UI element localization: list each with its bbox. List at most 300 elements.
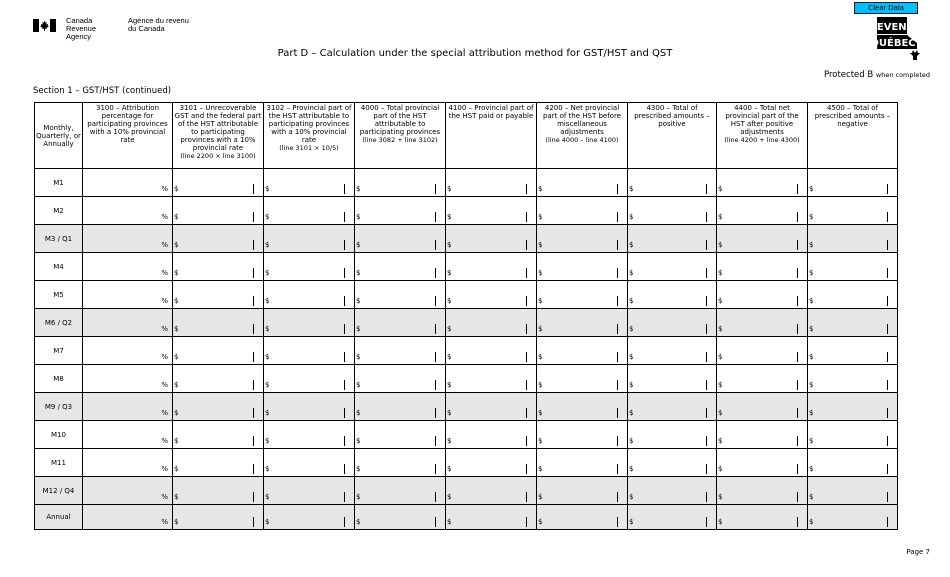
amount-input[interactable]: [636, 171, 705, 194]
period-label: M10: [35, 421, 83, 449]
cents-divider: [706, 352, 707, 362]
dollar-symbol: $: [718, 409, 723, 417]
dollar-symbol: $: [265, 353, 270, 361]
dollar-symbol: $: [629, 465, 634, 473]
cents-divider: [253, 352, 254, 362]
period-label: Annual: [35, 505, 83, 530]
dollar-symbol: $: [809, 185, 814, 193]
attribution-percentage-cell: [83, 253, 173, 281]
amount-input[interactable]: [181, 227, 252, 250]
amount-cell: [537, 337, 628, 365]
amount-input[interactable]: [816, 311, 886, 334]
amount-cell: [446, 365, 537, 393]
amount-input[interactable]: [363, 423, 434, 446]
period-label: M8: [35, 365, 83, 393]
dollar-symbol: $: [174, 437, 179, 445]
cents-divider: [887, 408, 888, 418]
percentage-input[interactable]: [85, 507, 160, 527]
cents-divider: [887, 352, 888, 362]
cents-divider: [435, 517, 436, 527]
amount-input[interactable]: [545, 283, 616, 306]
amount-input[interactable]: [363, 339, 434, 362]
dollar-symbol: $: [809, 465, 814, 473]
amount-input[interactable]: [725, 199, 796, 222]
column-header-label: 4400 – Total net provincial part of the HST after positive adjustments: [725, 104, 799, 136]
amount-input[interactable]: [725, 367, 796, 390]
percentage-input[interactable]: [85, 339, 160, 362]
amount-input[interactable]: [272, 423, 343, 446]
dollar-symbol: $: [629, 325, 634, 333]
amount-cell: [355, 225, 446, 253]
dollar-symbol: $: [174, 241, 179, 249]
agency-name-french: Agence du revenu du Canada: [128, 16, 189, 33]
amount-input[interactable]: [816, 227, 886, 250]
attribution-percentage-cell: [83, 477, 173, 505]
amount-cell: [446, 505, 537, 530]
amount-input[interactable]: [363, 395, 434, 418]
cents-divider: [706, 380, 707, 390]
cents-divider: [435, 240, 436, 250]
amount-input[interactable]: [272, 255, 343, 278]
amount-input[interactable]: [454, 395, 525, 418]
column-header: [173, 103, 264, 169]
percent-symbol: %: [161, 353, 168, 361]
percent-symbol: %: [161, 518, 168, 526]
cents-divider: [797, 324, 798, 334]
amount-cell: [628, 505, 717, 530]
cents-divider: [253, 492, 254, 502]
amount-input[interactable]: [545, 255, 616, 278]
amount-input[interactable]: [454, 367, 525, 390]
amount-cell: [446, 281, 537, 309]
amount-input[interactable]: [454, 423, 525, 446]
cra-logo: [33, 17, 198, 41]
percentage-input[interactable]: [85, 283, 160, 306]
amount-input[interactable]: [181, 367, 252, 390]
dollar-symbol: $: [809, 409, 814, 417]
cents-divider: [706, 436, 707, 446]
dollar-symbol: $: [356, 493, 361, 501]
amount-input[interactable]: [181, 255, 252, 278]
column-header-label: Monthly, Quarterly, or Annually: [36, 123, 81, 148]
column-header-label: 4500 – Total of prescribed amounts – negative: [814, 104, 891, 128]
cents-divider: [706, 517, 707, 527]
cents-divider: [253, 464, 254, 474]
cents-divider: [344, 212, 345, 222]
amount-cell: [717, 421, 808, 449]
amount-input[interactable]: [725, 479, 796, 502]
amount-input[interactable]: [454, 479, 525, 502]
table-row: [35, 225, 898, 253]
dollar-symbol: $: [447, 269, 452, 277]
amount-input[interactable]: [272, 227, 343, 250]
cents-divider: [617, 408, 618, 418]
amount-cell: [446, 253, 537, 281]
period-label: M1: [35, 169, 83, 197]
amount-cell: [264, 169, 355, 197]
amount-cell: [537, 393, 628, 421]
amount-input[interactable]: [816, 283, 886, 306]
amount-input[interactable]: [636, 199, 705, 222]
amount-input[interactable]: [363, 283, 434, 306]
amount-input[interactable]: [363, 171, 434, 194]
cents-divider: [887, 268, 888, 278]
amount-input[interactable]: [363, 507, 434, 527]
amount-cell: [628, 393, 717, 421]
period-label: M7: [35, 337, 83, 365]
amount-input[interactable]: [454, 339, 525, 362]
cents-divider: [617, 380, 618, 390]
amount-input[interactable]: [816, 507, 886, 527]
cents-divider: [435, 184, 436, 194]
column-header: [446, 103, 537, 169]
percent-symbol: %: [161, 241, 168, 249]
amount-input[interactable]: [272, 395, 343, 418]
attribution-percentage-cell: [83, 505, 173, 530]
cents-divider: [253, 436, 254, 446]
amount-input[interactable]: [363, 311, 434, 334]
cents-divider: [887, 436, 888, 446]
amount-input[interactable]: [181, 311, 252, 334]
amount-input[interactable]: [725, 171, 796, 194]
amount-input[interactable]: [725, 423, 796, 446]
amount-input[interactable]: [272, 171, 343, 194]
amount-input[interactable]: [816, 199, 886, 222]
cents-divider: [253, 212, 254, 222]
amount-cell: [808, 225, 898, 253]
dollar-symbol: $: [538, 493, 543, 501]
dollar-symbol: $: [718, 493, 723, 501]
amount-input[interactable]: [636, 451, 705, 474]
amount-input[interactable]: [181, 171, 252, 194]
amount-input[interactable]: [545, 311, 616, 334]
amount-input[interactable]: [181, 423, 252, 446]
percent-symbol: %: [161, 297, 168, 305]
cents-divider: [797, 380, 798, 390]
cents-divider: [887, 492, 888, 502]
amount-input[interactable]: [545, 479, 616, 502]
amount-cell: [264, 309, 355, 337]
percentage-input[interactable]: [85, 227, 160, 250]
amount-cell: [537, 169, 628, 197]
amount-input[interactable]: [272, 367, 343, 390]
percentage-input[interactable]: [85, 479, 160, 502]
dollar-symbol: $: [447, 465, 452, 473]
amount-input[interactable]: [636, 283, 705, 306]
amount-cell: [717, 197, 808, 225]
amount-input[interactable]: [725, 311, 796, 334]
amount-input[interactable]: [636, 479, 705, 502]
amount-input[interactable]: [272, 311, 343, 334]
amount-input[interactable]: [454, 311, 525, 334]
amount-cell: [446, 225, 537, 253]
period-label: M11: [35, 449, 83, 477]
dollar-symbol: $: [538, 297, 543, 305]
amount-input[interactable]: [725, 339, 796, 362]
amount-cell: [173, 449, 264, 477]
amount-input[interactable]: [816, 451, 886, 474]
amount-input[interactable]: [545, 395, 616, 418]
cents-divider: [344, 380, 345, 390]
amount-input[interactable]: [454, 283, 525, 306]
amount-input[interactable]: [363, 367, 434, 390]
amount-cell: [628, 421, 717, 449]
percent-symbol: %: [161, 381, 168, 389]
amount-input[interactable]: [181, 199, 252, 222]
dollar-symbol: $: [809, 381, 814, 389]
amount-cell: [264, 421, 355, 449]
amount-input[interactable]: [272, 339, 343, 362]
protected-b: Protected B: [823, 70, 874, 80]
amount-cell: [173, 253, 264, 281]
percentage-input[interactable]: [85, 311, 160, 334]
dollar-symbol: $: [718, 325, 723, 333]
attribution-percentage-cell: [83, 309, 173, 337]
amount-cell: [537, 365, 628, 393]
table-row: [35, 169, 898, 197]
cents-divider: [797, 464, 798, 474]
amount-input[interactable]: [636, 367, 705, 390]
dollar-symbol: $: [356, 381, 361, 389]
canada-flag-icon: [33, 19, 56, 32]
amount-input[interactable]: [363, 227, 434, 250]
cents-divider: [435, 408, 436, 418]
amount-input[interactable]: [363, 255, 434, 278]
attribution-percentage-cell: [83, 393, 173, 421]
amount-input[interactable]: [181, 507, 252, 527]
dollar-symbol: $: [629, 409, 634, 417]
cents-divider: [344, 464, 345, 474]
percentage-input[interactable]: [85, 199, 160, 222]
amount-input[interactable]: [545, 339, 616, 362]
amount-input[interactable]: [272, 451, 343, 474]
amount-input[interactable]: [545, 227, 616, 250]
amount-input[interactable]: [545, 507, 616, 527]
amount-input[interactable]: [816, 367, 886, 390]
amount-cell: [808, 337, 898, 365]
dollar-symbol: $: [447, 409, 452, 417]
amount-input[interactable]: [636, 507, 705, 527]
amount-input[interactable]: [816, 395, 886, 418]
amount-input[interactable]: [636, 423, 705, 446]
amount-input[interactable]: [454, 255, 525, 278]
column-header-label: 4300 – Total of prescribed amounts – positive: [634, 104, 710, 128]
dollar-symbol: $: [356, 269, 361, 277]
cents-divider: [797, 352, 798, 362]
cents-divider: [887, 380, 888, 390]
amount-cell: [355, 169, 446, 197]
percentage-input[interactable]: [85, 423, 160, 446]
amount-input[interactable]: [636, 339, 705, 362]
amount-cell: [537, 449, 628, 477]
amount-input[interactable]: [181, 479, 252, 502]
dollar-symbol: $: [809, 325, 814, 333]
amount-cell: [717, 281, 808, 309]
amount-input[interactable]: [636, 311, 705, 334]
amount-input[interactable]: [636, 255, 705, 278]
amount-cell: [355, 365, 446, 393]
cents-divider: [617, 517, 618, 527]
amount-cell: [808, 365, 898, 393]
amount-input[interactable]: [272, 479, 343, 502]
cents-divider: [706, 184, 707, 194]
cents-divider: [526, 184, 527, 194]
amount-input[interactable]: [272, 507, 343, 527]
dollar-symbol: $: [538, 185, 543, 193]
amount-cell: [717, 477, 808, 505]
dollar-symbol: $: [538, 465, 543, 473]
cents-divider: [617, 184, 618, 194]
period-label: M9 / Q3: [35, 393, 83, 421]
amount-input[interactable]: [816, 339, 886, 362]
cents-divider: [435, 380, 436, 390]
protected-label: [824, 70, 930, 80]
cents-divider: [526, 296, 527, 306]
cents-divider: [344, 492, 345, 502]
cents-divider: [253, 184, 254, 194]
table-row: [35, 421, 898, 449]
cents-divider: [797, 240, 798, 250]
amount-cell: [537, 281, 628, 309]
amount-cell: [264, 365, 355, 393]
cents-divider: [435, 492, 436, 502]
amount-cell: [264, 449, 355, 477]
cents-divider: [344, 184, 345, 194]
amount-input[interactable]: [545, 199, 616, 222]
dollar-symbol: $: [356, 213, 361, 221]
percent-symbol: %: [161, 325, 168, 333]
amount-input[interactable]: [636, 227, 705, 250]
cents-divider: [617, 212, 618, 222]
amount-input[interactable]: [725, 255, 796, 278]
amount-input[interactable]: [272, 283, 343, 306]
amount-input[interactable]: [816, 479, 886, 502]
amount-input[interactable]: [181, 451, 252, 474]
amount-cell: [355, 309, 446, 337]
amount-input[interactable]: [181, 395, 252, 418]
cents-divider: [435, 212, 436, 222]
amount-cell: [628, 253, 717, 281]
amount-input[interactable]: [181, 339, 252, 362]
cents-divider: [526, 464, 527, 474]
amount-input[interactable]: [545, 423, 616, 446]
cents-divider: [253, 296, 254, 306]
dollar-symbol: $: [538, 437, 543, 445]
amount-input[interactable]: [816, 171, 886, 194]
percent-symbol: %: [161, 269, 168, 277]
amount-input[interactable]: [363, 479, 434, 502]
amount-input[interactable]: [454, 227, 525, 250]
dollar-symbol: $: [718, 269, 723, 277]
cents-divider: [526, 268, 527, 278]
attribution-percentage-cell: [83, 337, 173, 365]
cents-divider: [526, 212, 527, 222]
attribution-percentage-cell: [83, 365, 173, 393]
amount-input[interactable]: [363, 451, 434, 474]
dollar-symbol: $: [718, 185, 723, 193]
amount-cell: [173, 393, 264, 421]
amount-cell: [446, 197, 537, 225]
amount-input[interactable]: [725, 283, 796, 306]
percentage-input[interactable]: [85, 451, 160, 474]
period-label: M4: [35, 253, 83, 281]
amount-input[interactable]: [725, 395, 796, 418]
percentage-input[interactable]: [85, 171, 160, 194]
amount-input[interactable]: [454, 507, 525, 527]
attribution-percentage-cell: [83, 449, 173, 477]
amount-cell: [264, 505, 355, 530]
amount-input[interactable]: [454, 171, 525, 194]
column-header: [537, 103, 628, 169]
amount-cell: [808, 393, 898, 421]
page-title: Part D – Calculation under the special attribution method for GST/HST and QST: [277, 48, 673, 59]
column-header: [35, 103, 83, 169]
dollar-symbol: $: [718, 381, 723, 389]
dollar-symbol: $: [718, 353, 723, 361]
cents-divider: [344, 268, 345, 278]
amount-input[interactable]: [272, 199, 343, 222]
amount-cell: [173, 337, 264, 365]
amount-input[interactable]: [816, 423, 886, 446]
dollar-symbol: $: [356, 185, 361, 193]
column-header-label: 3102 – Provincial part of the HST attributable to participating provinces with a 10% provincial rate: [266, 104, 352, 144]
amount-cell: [717, 449, 808, 477]
column-header-label: 4000 – Total provincial part of the HST attributable to participating provinces: [359, 104, 441, 136]
amount-input[interactable]: [454, 199, 525, 222]
column-header-label: 4100 – Provincial part of the HST paid or payable: [448, 104, 534, 120]
amount-input[interactable]: [816, 255, 886, 278]
amount-input[interactable]: [545, 171, 616, 194]
amount-input[interactable]: [636, 395, 705, 418]
percentage-input[interactable]: [85, 367, 160, 390]
amount-cell: [717, 337, 808, 365]
dollar-symbol: $: [718, 213, 723, 221]
amount-input[interactable]: [725, 227, 796, 250]
dollar-symbol: $: [265, 269, 270, 277]
rq-logo-line2: QUÉBEC: [870, 38, 916, 49]
amount-input[interactable]: [725, 451, 796, 474]
amount-cell: [264, 253, 355, 281]
cents-divider: [706, 324, 707, 334]
column-header-formula: (line 4000 – line 4100): [545, 136, 619, 144]
clear-data-button[interactable]: Clear Data: [854, 2, 918, 14]
dollar-symbol: $: [356, 465, 361, 473]
dollar-symbol: $: [809, 437, 814, 445]
amount-input[interactable]: [454, 451, 525, 474]
cents-divider: [617, 352, 618, 362]
amount-input[interactable]: [181, 283, 252, 306]
cents-divider: [887, 517, 888, 527]
amount-input[interactable]: [545, 451, 616, 474]
dollar-symbol: $: [538, 213, 543, 221]
percent-symbol: %: [161, 493, 168, 501]
amount-input[interactable]: [725, 507, 796, 527]
dollar-symbol: $: [718, 297, 723, 305]
amount-input[interactable]: [545, 367, 616, 390]
percentage-input[interactable]: [85, 255, 160, 278]
amount-cell: [628, 365, 717, 393]
dollar-symbol: $: [809, 269, 814, 277]
dollar-symbol: $: [447, 493, 452, 501]
amount-cell: [717, 365, 808, 393]
amount-input[interactable]: [363, 199, 434, 222]
cents-divider: [706, 212, 707, 222]
period-label: M2: [35, 197, 83, 225]
percentage-input[interactable]: [85, 395, 160, 418]
dollar-symbol: $: [718, 241, 723, 249]
cents-divider: [435, 352, 436, 362]
period-label: M3 / Q1: [35, 225, 83, 253]
